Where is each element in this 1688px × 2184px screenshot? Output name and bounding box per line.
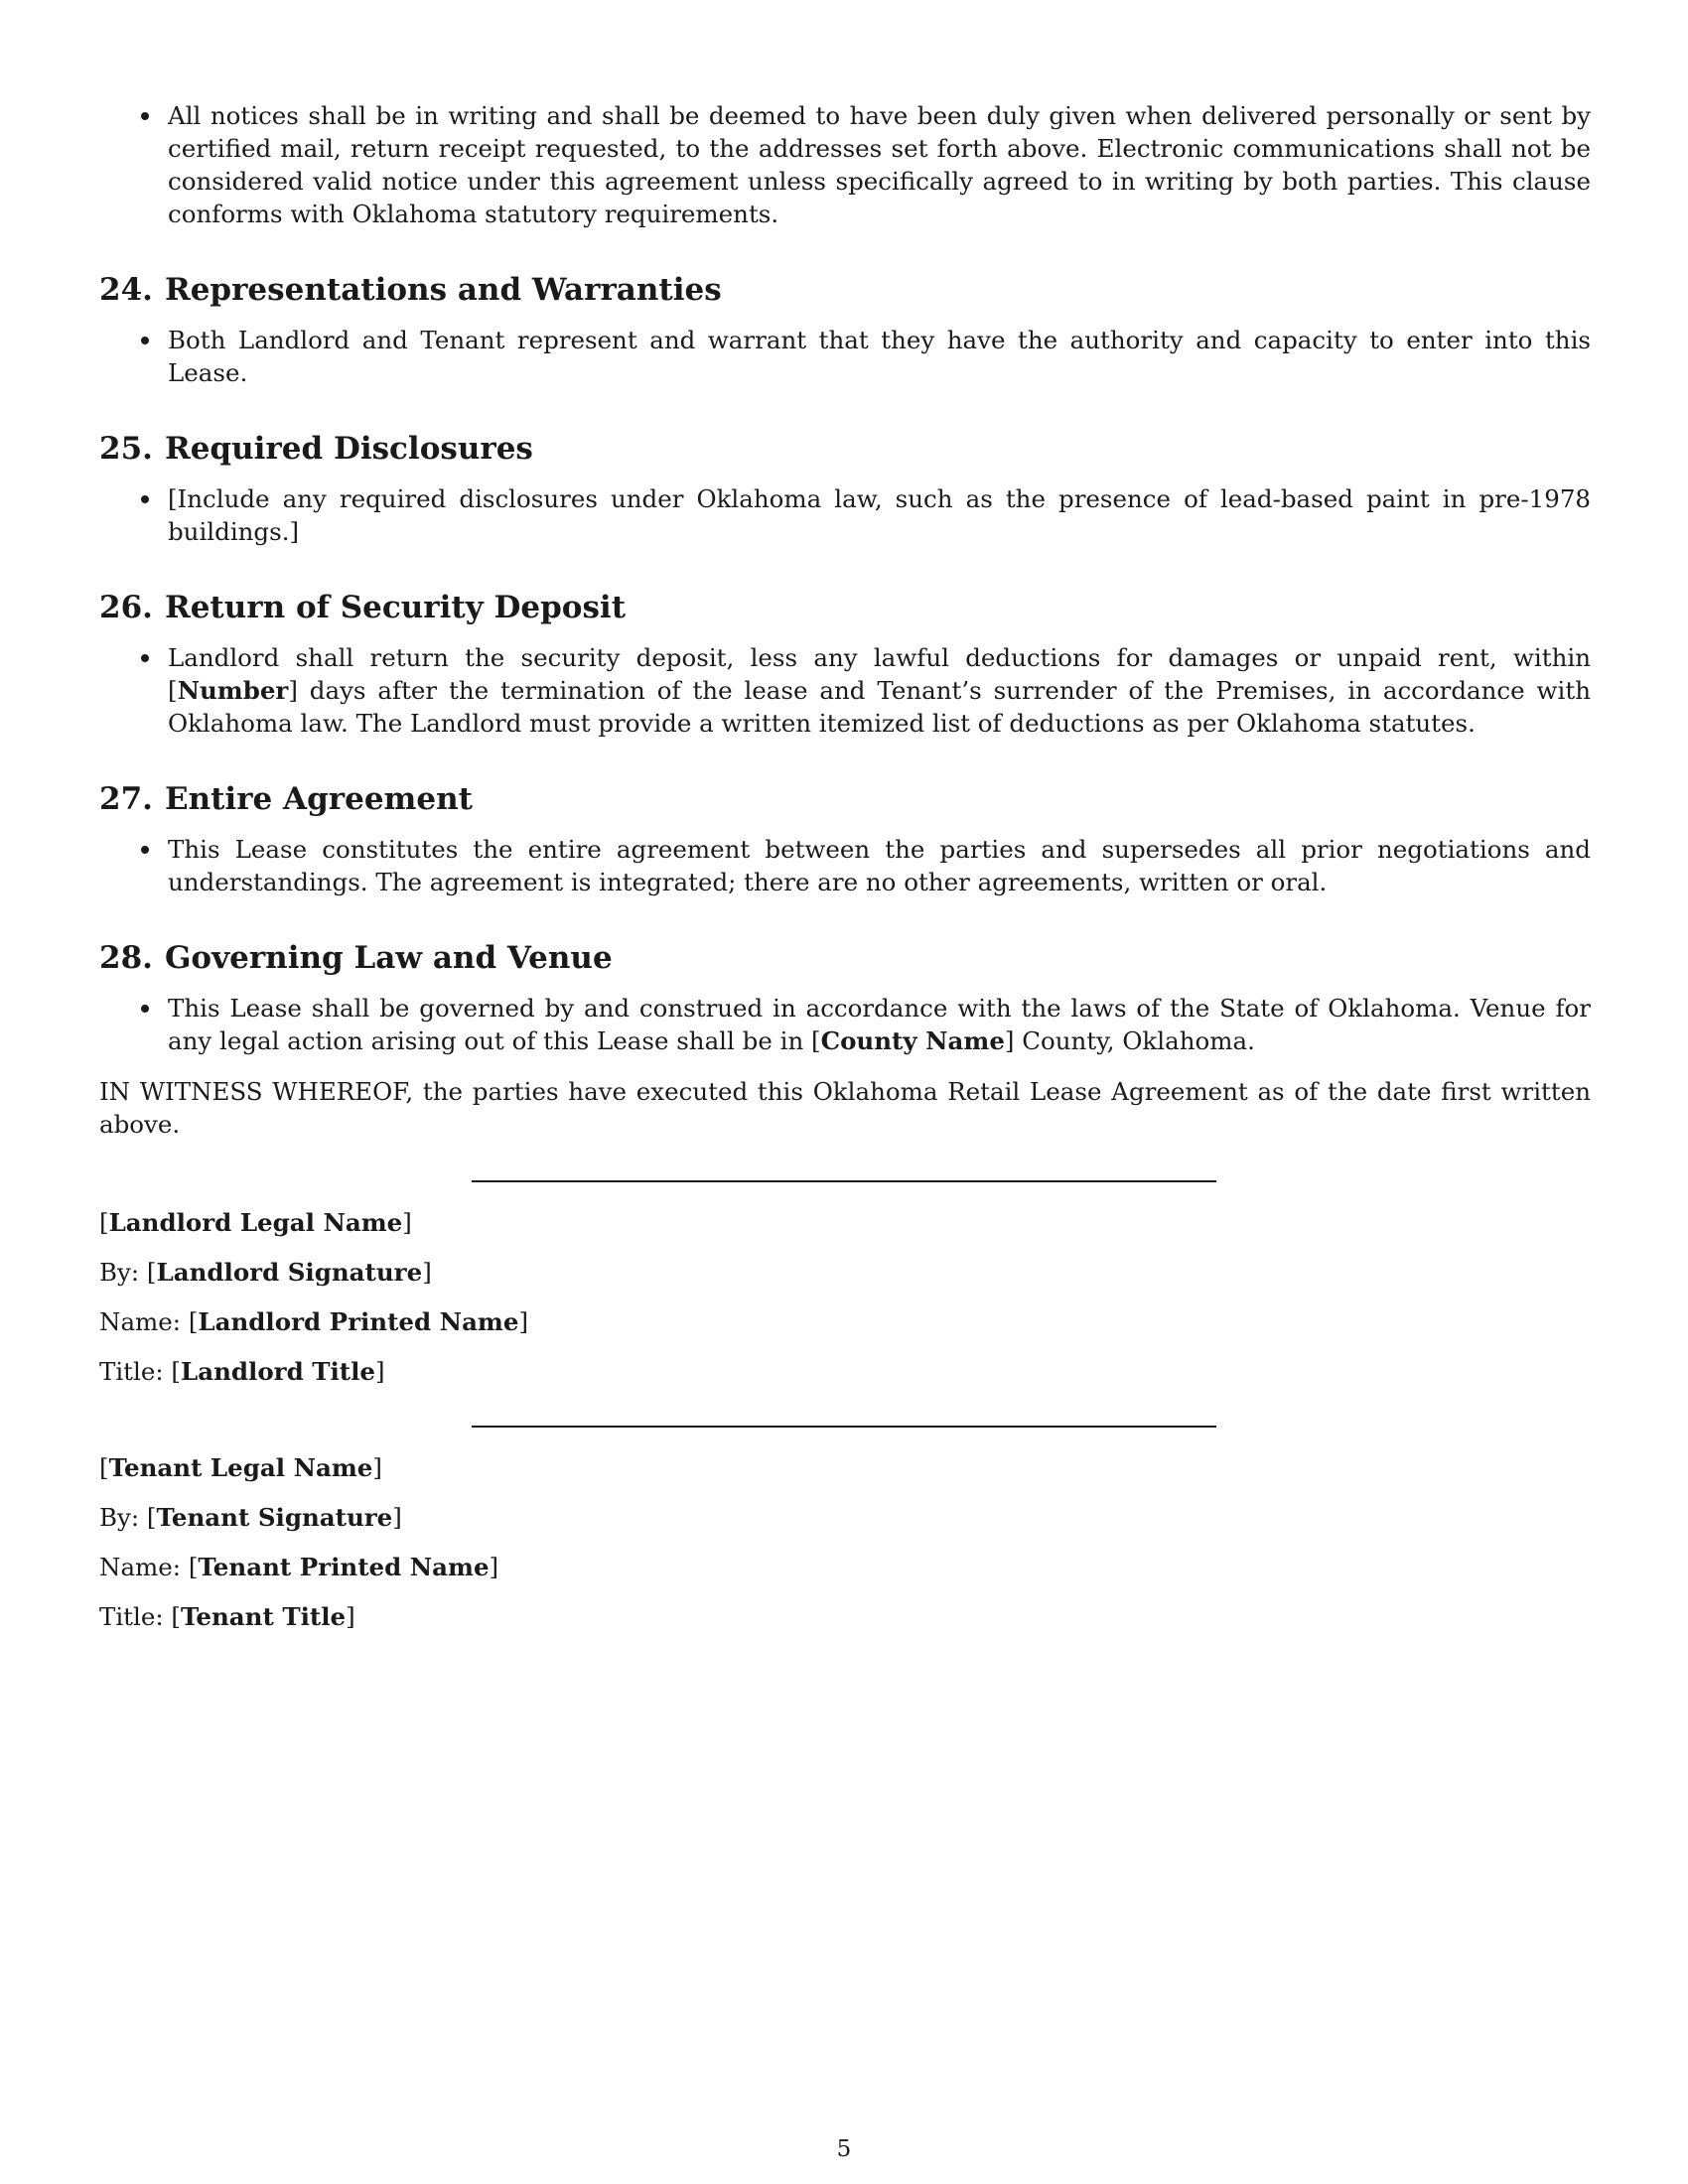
section-list [99, 992, 1591, 1057]
landlord-printed-name: Landlord Printed Name [198, 1307, 519, 1336]
name-label: Name: [99, 1553, 182, 1581]
section-list [99, 641, 1591, 740]
document-page [99, 99, 1591, 1633]
clause-text-after: ] County, Oklahoma. [1004, 1026, 1255, 1055]
number-placeholder: Number [177, 676, 289, 705]
landlord-legal-name-row: [Landlord Legal Name] [99, 1208, 412, 1237]
notice-clause-text: All notices shall be in writing and shall be deemed to have been duly given when delivered personally or sent by certified mail, return receipt requested, to the addresses set forth above. Electronic communications shall not be considered valid notice under this agreement unless specifically agreed to in writing by both parties. This clause conforms with Oklahoma statutory requirements. [168, 101, 1591, 228]
section-number: 27. [99, 781, 153, 817]
notice-list [99, 99, 1591, 230]
tenant-signature-block [99, 1451, 1591, 1633]
tenant-legal-name: Tenant Legal Name [108, 1453, 373, 1482]
section-list [99, 482, 1591, 548]
bullet-icon [141, 112, 149, 120]
section-list [99, 324, 1591, 389]
bullet-icon [141, 846, 149, 854]
landlord-signature-line [472, 1180, 1216, 1182]
landlord-signature-block [99, 1206, 1591, 1388]
by-label: By: [99, 1258, 140, 1287]
clause-text [168, 994, 1591, 1055]
landlord-by-row: By: [Landlord Signature] [99, 1258, 432, 1287]
clause-text-before: Landlord shall return the security deposit, less any lawful deductions for damages or unpaid rent, within [ [168, 643, 1591, 705]
clause-text: Both Landlord and Tenant represent and warrant that they have the authority and capacity to enter into this Lease. [168, 326, 1591, 387]
section-number: 26. [99, 590, 153, 625]
section-list [99, 833, 1591, 898]
section-title: Governing Law and Venue [164, 940, 613, 976]
list-item [99, 641, 1591, 740]
landlord-title: Landlord Title [180, 1357, 375, 1386]
bullet-icon [141, 337, 149, 344]
tenant-title: Tenant Title [180, 1602, 347, 1631]
section-26 [99, 588, 1591, 740]
landlord-title-row: Title: [Landlord Title] [99, 1357, 385, 1386]
title-label: Title: [99, 1602, 164, 1631]
clause-text-after: ] days after the termination of the lease and Tenant’s surrender of the Premises, in accordance with Oklahoma law. The Landlord must provide a written itemized list of deductions as per Oklahoma statutes. [168, 676, 1591, 738]
notice-clause [99, 99, 1591, 230]
section-title: Required Disclosures [164, 431, 533, 467]
bullet-icon [141, 495, 149, 503]
tenant-printed-name: Tenant Printed Name [198, 1553, 490, 1581]
witness-statement: IN WITNESS WHEREOF, the parties have executed this Oklahoma Retail Lease Agreement as of the date first written above. [99, 1077, 1591, 1139]
tenant-signature: Tenant Signature [156, 1503, 393, 1532]
section-heading [99, 938, 1591, 978]
list-item [99, 324, 1591, 389]
title-label: Title: [99, 1357, 164, 1386]
section-number: 24. [99, 272, 153, 308]
section-title: Entire Agreement [164, 781, 473, 817]
section-number: 28. [99, 940, 153, 976]
section-title: Representations and Warranties [164, 272, 722, 308]
list-item [99, 992, 1591, 1057]
bullet-icon [141, 1005, 149, 1013]
tenant-name-row: Name: [Tenant Printed Name] [99, 1553, 499, 1581]
tenant-by-row: By: [Tenant Signature] [99, 1503, 402, 1532]
section-heading [99, 779, 1591, 819]
list-item [99, 482, 1591, 548]
tenant-signature-line [472, 1426, 1216, 1428]
clause-text: [Include any required disclosures under Oklahoma law, such as the presence of lead-based paint in pre-1978 buildings.] [168, 484, 1591, 546]
tenant-legal-name-row: [Tenant Legal Name] [99, 1453, 382, 1482]
section-27 [99, 779, 1591, 898]
section-heading [99, 588, 1591, 627]
section-heading [99, 270, 1591, 310]
name-label: Name: [99, 1307, 182, 1336]
tenant-title-row: Title: [Tenant Title] [99, 1602, 355, 1631]
page-number: 5 [836, 2136, 852, 2162]
clause-text: This Lease constitutes the entire agreement between the parties and supersedes all prior negotiations and understandings. The agreement is integrated; there are no other agreements, written or oral. [168, 835, 1591, 896]
section-24 [99, 270, 1591, 389]
landlord-signature: Landlord Signature [156, 1258, 423, 1287]
landlord-legal-name: Landlord Legal Name [108, 1208, 403, 1237]
section-25 [99, 429, 1591, 548]
county-placeholder: County Name [820, 1026, 1005, 1055]
section-28 [99, 938, 1591, 1057]
section-title: Return of Security Deposit [164, 590, 627, 625]
clause-text-before: This Lease shall be governed by and construed in accordance with the laws of the State of Oklahoma. Venue for any legal action arising out of this Lease shall be in [ [168, 994, 1591, 1055]
landlord-name-row: Name: [Landlord Printed Name] [99, 1307, 529, 1336]
list-item [99, 833, 1591, 898]
by-label: By: [99, 1503, 140, 1532]
bullet-icon [141, 654, 149, 662]
section-number: 25. [99, 431, 153, 467]
clause-text [168, 643, 1591, 738]
section-heading [99, 429, 1591, 469]
